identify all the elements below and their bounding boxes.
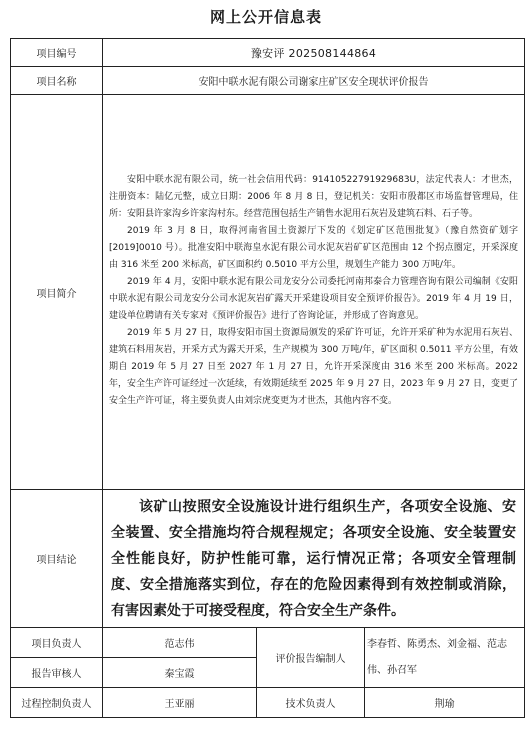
leader-label: 项目负责人 <box>11 628 103 658</box>
conclusion-text: 该矿山按照安全设施设计进行组织生产，各项安全设施、安全装置、安全措施均符合规程规定；各项安全设施、安全装置安全性能良好，防护性能可靠，运行情况正常；各项安全管理制度、安全措施落实到位，存在的危险因素得到有效控制或消除，有害因素处于可接受程度，符合安全生产条件。 <box>103 490 525 628</box>
leader-value: 范志伟 <box>103 628 257 658</box>
row-project-name <box>11 67 525 95</box>
intro-label: 项目简介 <box>11 95 103 490</box>
project-name-label: 项目名称 <box>11 67 103 95</box>
reviewer-label: 报告审核人 <box>11 658 103 688</box>
intro-paragraph-1: 安阳中联水泥有限公司，统一社会信用代码：91410522791929683U，法定代表人：才世杰，注册资本：陆亿元整，成立日期：2006 年 8 月 8 日，登记机关：安阳市殷都区市场监督管理局，住所：安阳县许家沟乡许家沟村东。经营范围包括生产销售水泥用石灰岩及建筑石料、石子等。 <box>109 174 518 219</box>
tech-label: 技术负责人 <box>257 688 365 718</box>
intro-content <box>103 95 525 490</box>
intro-paragraph-4: 2019 年 5 月 27 日，取得安阳市国土资源局颁发的采矿许可证，允许开采矿种为水泥用石灰岩、建筑石料用灰岩，开采方式为露天开采，生产规模为 300 万吨/年，矿区面积 0.5011 平方公里，有效期自 2019 年 5 月 27 日至 2027 年 1 月 27 日，允许开采深度由 316 米至 200 米标高。2022 年，安全生产许可证经过一次延续，有效期延续至 2025 年 9 月 27 日，2023 年 9 月 27 日，变更了安全生产许可证，将主要负责人由刘宗虎变更为才世杰，其他内容不变。 <box>109 327 518 406</box>
compilers-value: 李春哲、陈勇杰、刘金福、范志伟、孙召军 <box>365 628 525 688</box>
conclusion-label: 项目结论 <box>11 490 103 628</box>
row-leader <box>11 628 525 658</box>
intro-paragraph-2: 2019 年 3 月 8 日，取得河南省国土资源厅下发的《划定矿区范围批复》（豫自然资矿划字[2019]0010 号）。批准安阳中联海皇水泥有限公司水泥灰岩矿矿区范围由 12 个拐点圈定，开采深度由 316 米至 200 米标高，矿区面积约 0.5010 平方公里，规划生产能力 300 万吨/年。 <box>109 225 518 270</box>
row-intro <box>11 95 525 490</box>
compilers-label: 评价报告编制人 <box>257 628 365 688</box>
row-conclusion <box>11 490 525 628</box>
tech-value: 荆瑜 <box>365 688 525 718</box>
process-label: 过程控制负责人 <box>11 688 103 718</box>
project-name-value: 安阳中联水泥有限公司谢家庄矿区安全现状评价报告 <box>103 67 525 95</box>
process-value: 王亚丽 <box>103 688 257 718</box>
info-table <box>10 38 525 718</box>
reviewer-value: 秦宝霞 <box>103 658 257 688</box>
intro-paragraph-3: 2019 年 4 月，安阳中联水泥有限公司龙安分公司委托河南邦泰合力管理咨询有限公司编制《安阳中联水泥有限公司龙安分公司水泥灰岩矿露天开采建设项目安全预评价报告》。2019 年 4 月 19 日，建设单位聘请有关专家对《预评价报告》进行了咨询论证，并形成了咨询意见。 <box>109 276 518 321</box>
project-no-value: 豫安评 202508144864 <box>103 39 525 67</box>
row-process <box>11 688 525 718</box>
project-no-label: 项目编号 <box>11 39 103 67</box>
row-project-no <box>11 39 525 67</box>
page-title: 网上公开信息表 <box>209 8 322 26</box>
